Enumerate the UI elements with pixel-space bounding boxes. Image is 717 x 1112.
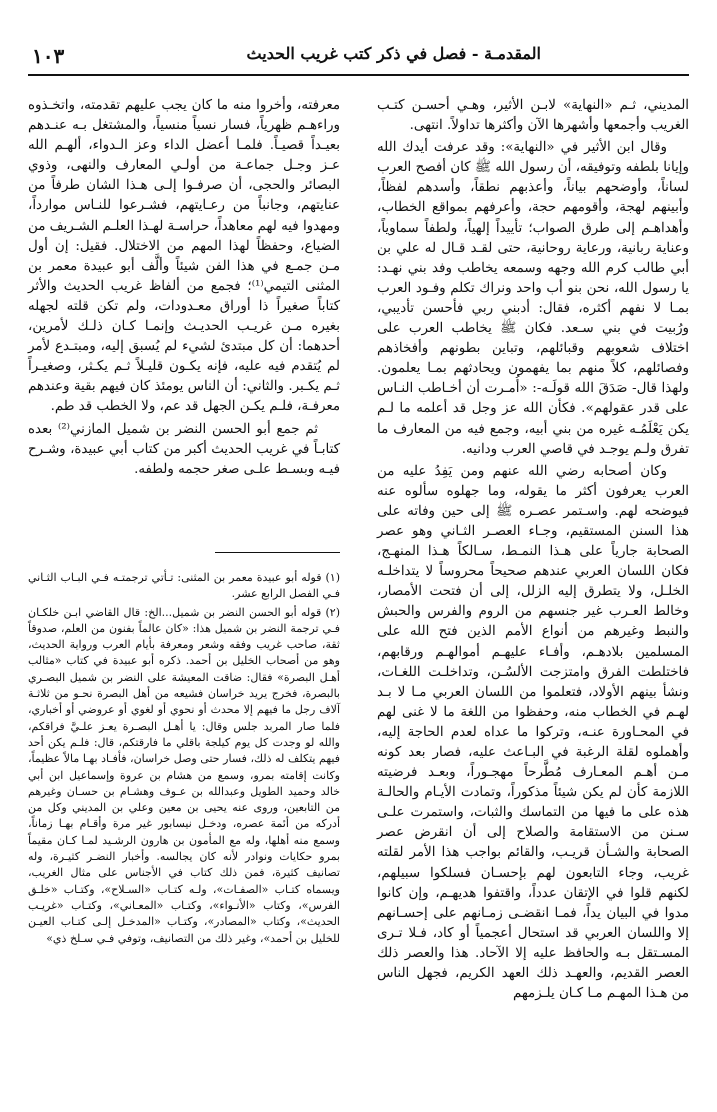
paragraph: وقال ابن الأثير في «النهاية»: وقد عرفت أيدك الله وإيانا بلطفه وتوفيقه، أن رسول الله ﷺ كان أفصح العرب لساناً، وأوضحهم بياناً، وأعذبهم نطقاً، وأسدهم لفظاً، وأبينهم لهجة، وأقومهم حجة، وأعرفهم بمواقع الخطاب، وأهداهـم إلى طرق الصواب؛ تأييداً إلهياً، ولطفاً سماوياً، وعناية ربانية، ورعاية روحانية، حتى لقـد قـال له علي بن أبي طالب كرم الله وجهه وسمعه يخاطب وفد بني نهـد: يا رسول الله، نحن بنو أب واحد ونراك تكلم وفـود العرب بمـا لا نفهم أكثره، فقال: أدبني ربي فأحسن تأديبي، ورُبيت في بني سـعد. فكان ﷺ يخاطب العرب على اختلاف شعوبهم وقبائلهم، وتباين بطونهم وأفخاذهم وفصائلهم، كلاً منهم بما يفهمون ويحادثهم بمـا يعلمون. ولهذا قال- صَدَقَ الله قولَـه-: «أُمـرت أن أخـاطب النـاس على قدر عقولهم». فكأن الله عز وجل قد أعلمه ما لـم يكن يَعْلَمُـه غيره من بني أبيه، وجمع فيه من المعارف ما تفرق ولـم يوجـد في قاصي العرب ودانيه. — [377, 140, 689, 457]
paragraph: معرفته، وأخروا منه ما كان يجب عليهم تقدمته، واتخـذوه وراءهـم ظهرياً، فسار نسياً منسياً، والمشتغل بـه عنـدهم بعيـداً قصيـاً. فلمـا أعضل الداء وعز الـدواء، ألهـم الله عـز وجـل جماعـة من أولـي المعارف والنهى، وذوي البصائر والحجى، أن صرفـوا إلـى هـذا الشان طرفاً من عنايتهم، وجانباً من رعـايتهم، فشـرعوا للنـاس موارداً، ومهدوا فيه لهم معاهداً، حراسـة لهـذا العلـم الشـريف من الضياع، وحفظاً لهذا المهم من الاختلال. فقيل: إن أول مـن جمـع في هذا الفن شيئاً وألَّف أبو عبيدة معمر بن المثنى التيمي⁽¹⁾؛ فجمع من ألفاظ غريب الحديث والأثر كتاباً صغيراً ذا أوراق معـدودات، ولم تكن قلته لجهله بغيره مـن غريـب الحديـث وإنمـا كـان ذلـك لأمرين، أحدهما: أن كل مبتدئ لشيء لم يُسبق إليه، ومبتـدع لأمر لم يُتقدم فيه عليه، فإنه يكـون قليـلاً ثـم يكـثر، وصغيـراً ثـم يكـبر. والثاني: أن الناس يومئذ كان فيهم بقية وعندهم معرفـة، فلـم يكـن الجهل قد عم، ولا الخطب قد طم. — [28, 98, 340, 415]
page-header — [28, 40, 689, 76]
paragraph: المديني، ثـم «النهاية» لابـن الأثير، وهـي أحسـن كتـب الغريب وأجمعها وأشهرها الآن وأكثرها تداولاً. انتهى. — [377, 98, 689, 134]
page-number: ١٠٣ — [32, 44, 65, 68]
paragraph: ثم جمع أبو الحسن النضر بن شميل المازني⁽²⁾ بعده كتابـاً في غريب الحديث أكبر من كتاب أبي عبيدة، وشـرح فيـه وبسـط علـى صغر حجمه ولطفه. — [28, 421, 340, 477]
left-column — [28, 96, 340, 480]
footnote: (٢) قوله أبو الحسن النضر بن شميل...الخ: قال القاضي ابـن خلكـان فـي ترجمة النضر بن شميل هذا: «كان عالماً بفنون من العلم، صدوقاً ثقة، صاحب غريب وفقه وشعر ومعرفة بأيام العرب ورواية الحديث، وهو من أصحاب الخليل بن أحمد. ذكره أبو عبيدة في كتاب «مثالب أهـل البصرة» فقال: ضاقت المعيشة على النضر بن شميل البصـري بالبصرة، فخرج يريد خراسان فشيعه من أهل البصرة نحـو من ثلاثـة آلاف رجل ما فيهم إلا محدث أو نحوي أو لغوي أو عروضي أو أخباري، فلما صار المربد جلس وقال: يا أهـل البصـرة يعـز علـيَّ فراقكم، والله لو وجدت كل يوم كيلجة باقلي ما فارقتكم، قال: فلـم يكن أحد فيهم يتكلف له ذلك، فسار حتى وصل خراسان، فأفـاد بهـا مالاً عظيماً، وكانت إقامته بمرو، وسمع من هشام بن عروة وإسماعيل ابن أبي خالد وحميد الطويل وعبدالله بن عـوف وهشـام بن حسـان وغيرهم من التابعين، وروى عنه يحيى بن معين وعلي بن المديني وكل من أدركه من أئمة عصره، ودخـل نيسابور غير مرة وأقـام بهـا زماناً، وسمع منه أهلها، وله مع المأمون بن هارون الرشـيد لمـا كـان مقيماً بمرو حكايات ونوادر لأنه كان يجالسه. وأخبار النضـر كثيـرة، وله تصانيف كثيرة، فمن ذلك كتاب في الأجناس على مثال الغريب، ويسماه كتـاب «الصفـات»، ولـه كتـاب «السـلاح»، وكتـاب «خلـق الفرس»، وكتاب «الأنـواء»، وكتـاب «المعـاني»، وكتـاب «غريـب الحديث»، وكتاب «المصادر»، وكتـاب «المدخـل إلـى كتـاب العيـن للخليل بن أحمد»، وغير ذلك من التصانيف، وتوفي فـي سـلخ ذي» — [28, 605, 341, 945]
running-title: المقدمـة - فصل في ذكر كتب غريب الحديث — [246, 44, 541, 63]
footnote-divider — [215, 552, 340, 553]
footnotes — [28, 570, 340, 949]
right-column — [377, 96, 689, 1004]
footnote: (١) قوله أبو عبيدة معمر بن المثنى: تـأتي ترجمتـه فـي البـاب الثـاني فـي الفصل الرابع عشر. — [28, 571, 340, 601]
paragraph: وكان أصحابه رضي الله عنهم ومن يَفِدُ عليه من العرب يعرفون أكثر ما يقوله، وما جهلوه سألوه عنه فيوضحه لهم. واسـتمر عصـره ﷺ إلى حين وفاته على هذا السنن المستقيم، وجـاء العصـر الثـاني وهو عصر الصحابة جارياً على هـذا النمـط، سـالكاً هـذا المنهـج، فكان اللسان العربي عندهم صحيحاً محروساً لا يتداخلـه الخلـل، ولا يتطرق إليه الزلل، إلى أن فتحت الأمصار، وخالط العـرب غير جنسهم من الروم والفرس والحبش والنبط وغيرهم من أنواع الأمم الذين فتح الله على المسلمين بلادهـم، وأفـاء عليهـم أموالهـم ورقابهم، فاختلطت الفرق وامتزجت الألسُـن، وتداخلـت اللغـات، ونشأ بينهم الأولاد، فتعلموا من اللسان العربي مـا لا بـد لهـم في الخطاب منه، وحفظوا من اللغة ما لا غنى لهم في المحـاورة عنـه، وتركوا ما عداه لعدم الحاجة إليه، وأهملوه لقلة الرغبة في البـاعث عليه، فصار بعد كونه مـن أهـم المعـارف مُطَّرحاً مهجـوراً، وبعـد فرضيته اللازمة كأن لم يكن شيئاً مذكوراً، وتمادت الأيـام والحالـة هذه على ما فيها من التماسك والثبات، واستمرت علـى سـنن من الاستقامة والصلاح إلى أن انقرض عصر الصحابة والشـأن قريـب، والقائم بواجب هذا الأمر لقلته غريب، وجاء التابعون لهم بإحسـان فسلكوا سبيلهم، لكنهم قلوا في الإتقان عدداً، واقتفوا هديهـم، وإن كانوا مدوا في البيان يداً، فمـا انقضـى زمـانهم على إحسـانهم إلا واللسان العربي قد استحال أعجمياً أو كاد، فـلا تـرى المسـتقل بـه والحافظ عليه إلا الآحاد. هذا والعصر ذلك العصر القديم، والعهـد ذلك العهد الكريم، فجهل الناس من هـذا المهـم مـا كـان يلـزمهم — [377, 463, 689, 1002]
